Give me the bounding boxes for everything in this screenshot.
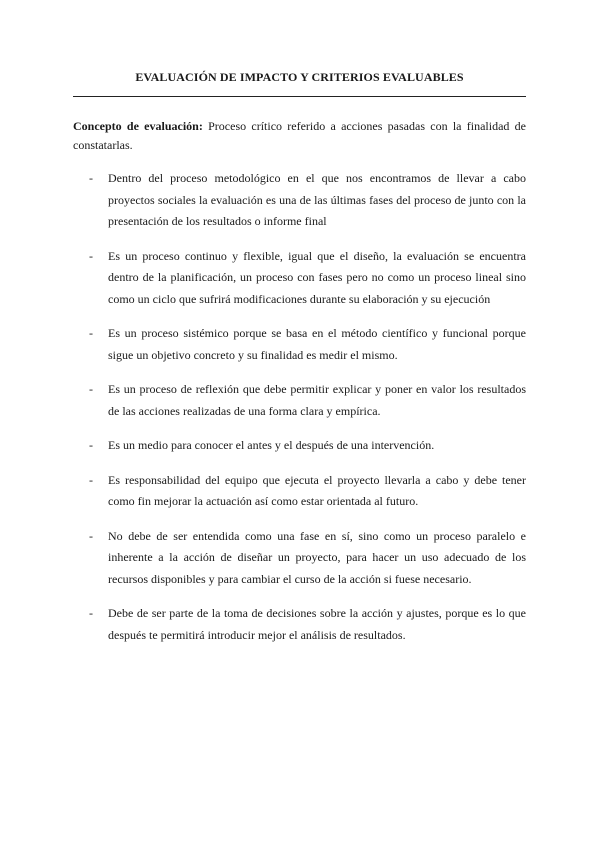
list-item (73, 323, 526, 366)
list-item (73, 603, 526, 646)
list-item-text: No debe de ser entendida como una fase en sí, sino como un proceso paralelo e inherente a la acción de diseñar un proyecto, para hacer un uso adecuado de los recursos disponibles y para cambiar el curso de la acción si fuese necesario. (108, 528, 526, 586)
title-divider (73, 96, 526, 97)
bullet-dash: - (89, 606, 93, 620)
list-item (73, 526, 526, 591)
list-item (73, 379, 526, 422)
concept-paragraph (73, 117, 526, 155)
list-item-text: Es un proceso continuo y flexible, igual que el diseño, la evaluación se encuentra dentro de la planificación, un proceso con fases pero no como un proceso lineal sino como un ciclo que sufrirá modificaciones durante su elaboración y su ejecución (108, 248, 526, 306)
bullet-list (73, 168, 526, 659)
list-item-text: Debe de ser parte de la toma de decisiones sobre la acción y ajustes, porque es lo que después te permitirá introducir mejor el análisis de resultados. (108, 606, 526, 642)
list-item (73, 470, 526, 513)
bullet-dash: - (89, 528, 93, 543)
bullet-dash: - (89, 382, 93, 396)
list-item-text: Dentro del proceso metodológico en el que nos encontramos de llevar a cabo proyectos sociales la evaluación es una de las últimas fases del proceso de junto con la presentación de los resultados o informe final (108, 171, 526, 228)
page-title: EVALUACIÓN DE IMPACTO Y CRITERIOS EVALUABLES (135, 70, 464, 84)
list-item-text: Es un proceso sistémico porque se basa en el método científico y funcional porque sigue un objetivo concreto y su finalidad es medir el mismo. (108, 326, 526, 362)
bullet-dash: - (89, 248, 93, 263)
bullet-dash: - (89, 438, 93, 452)
bullet-dash: - (89, 171, 93, 185)
bullet-dash: - (89, 326, 93, 340)
bullet-dash: - (89, 472, 93, 487)
concept-definition: Proceso crítico referido a acciones pasadas con la finalidad de constatarlas. (73, 119, 526, 152)
list-item (73, 246, 526, 311)
concept-term: Concepto de evaluación: (73, 119, 203, 133)
list-item (73, 168, 526, 233)
list-item (73, 435, 526, 457)
list-item-text: Es un proceso de reflexión que debe permitir explicar y poner en valor los resultados de las acciones realizadas de una forma clara y empírica. (108, 382, 526, 418)
list-item-text: Es responsabilidad del equipo que ejecuta el proyecto llevarla a cabo y debe tener como fin mejorar la actuación así como estar orientada al futuro. (108, 472, 526, 508)
list-item-text: Es un medio para conocer el antes y el después de una intervención. (108, 438, 435, 452)
